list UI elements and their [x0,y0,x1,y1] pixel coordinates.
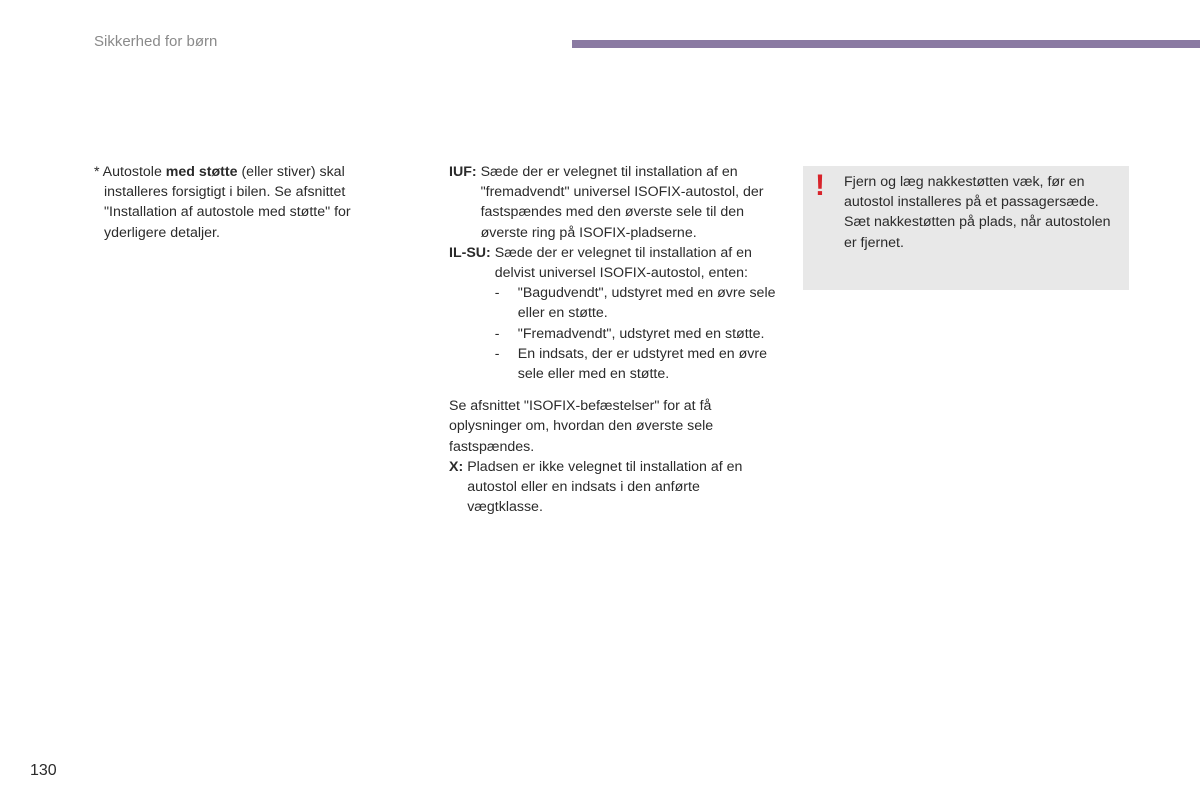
warning-box [803,166,1129,290]
definition-ilsu [449,243,779,384]
dash-marker: - [494,325,500,342]
definition-iuf-text: Sæde der er velegnet til installation af en "fremadvendt" universel ISOFIX-autostol, der fastspændes med den øverste sele til den øverste ring på ISOFIX-pladserne. [480,164,764,241]
list-item [495,324,779,344]
definition-ilsu-text: Sæde der er velegnet til installation af en delvist universel ISOFIX-autostol, enten: [494,244,752,282]
term-iuf: IUF: [449,164,477,180]
list-item-text: "Bagudvendt", udstyret med en øvre sele eller en støtte. [517,285,776,322]
section-title: Sikkerhed for børn [94,33,218,50]
see-paragraph: Se afsnittet "ISOFIX-befæstelser" for at få oplysninger om, hvordan den øverste sele fastspændes. [449,398,714,455]
definition-x [449,457,779,518]
definitions-column [449,162,779,517]
page-number: 130 [30,762,57,779]
dash-marker: - [494,285,500,302]
footnote-bold: med støtte [165,164,238,180]
list-item-text: En indsats, der er udstyret med en øvre sele eller med en støtte. [517,345,767,383]
footnote-rest: (eller stiver) skal installeres forsigtigt i bilen. Se afsnittet "Installation af autostole med støtte" for yderligere detaljer. [104,164,351,241]
term-x: X: [449,458,464,475]
footnote-paragraph [94,162,404,243]
warning-text: Fjern og læg nakkestøtten væk, før en autostol installeres på et passagersæde. Sæt nakkestøtten på plads, når autostolen er fjernet. [844,174,1111,251]
list-item [495,344,779,384]
warning-exclamation-icon: ! [815,169,825,202]
dash-marker: - [494,345,500,362]
definition-x-text: Pladsen er ikke velegnet til installation af en autostol eller en indsats i den anførte vægtklasse. [467,458,743,516]
term-ilsu: IL-SU: [449,244,491,261]
header-accent-bar [572,40,1200,48]
footnote-prefix: * Autostole [94,164,166,180]
list-item-text: "Fremadvendt", udstyret med en støtte. [517,325,765,342]
definition-iuf [449,162,779,243]
list-item [495,283,779,323]
